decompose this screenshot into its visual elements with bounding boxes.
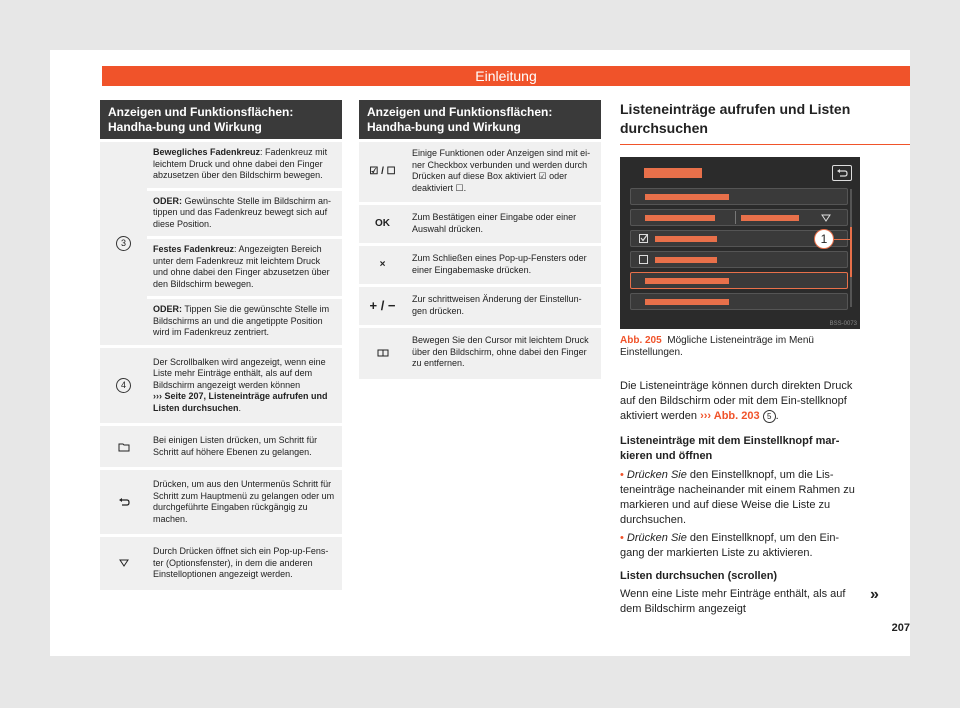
list-item-selected: [630, 272, 848, 289]
checkbox-unchecked-icon: [639, 255, 648, 264]
list-item: [630, 209, 848, 226]
table-row: [359, 243, 601, 284]
table-cell: Zum Schließen eines Pop-up-Fensters oder einer Eingabemaske drücken.: [412, 253, 587, 275]
table-1-heading: Anzeigen und Funktionsflächen: Handha-bung und Wirkung: [100, 100, 342, 139]
table-row: [100, 467, 342, 534]
list-item: [630, 188, 848, 205]
table-row: [100, 345, 342, 424]
triangle-down-icon: [119, 559, 129, 567]
table-cell: Durch Drücken öffnet sich ein Pop-up-Fens-ter (Optionsfenster), in dem die anderen Einstelloptionen angezeigt werden.: [153, 546, 329, 579]
subheading: Listeneinträge mit dem Einstellknopf mar-kieren und öffnen: [620, 435, 840, 462]
table-cell: Bei einigen Listen drücken, um Schritt für Schritt auf höhere Ebenen zu gelangen.: [153, 435, 318, 457]
table-cell: Zum Bestätigen einer Eingabe oder einer Auswahl drücken.: [412, 212, 577, 234]
table-cell: Einige Funktionen oder Anzeigen sind mit ei-ner Checkbox verbunden und werden durch Drücken auf diese Box aktiviert ☑ oder deaktiviert ☐.: [412, 148, 591, 193]
table-cell: ODER: Tippen Sie die gewünschte Stelle im Bildschirms an und die angetippte Position wird im Fadenkreuz zentriert.: [147, 296, 342, 345]
table-cell: Bewegen Sie den Cursor mit leichtem Druck über den Bildschirm, ohne dabei den Finger zu entfernen.: [412, 335, 589, 368]
table-1: [100, 100, 342, 590]
intro-paragraph: Die Listeneinträge können durch direkten Druck auf den Bildschirm oder mit dem Ein-stellknopf aktiviert werden ››› Abb. 203 5 .: [620, 380, 853, 422]
back-arrow-icon: [835, 168, 849, 178]
section-column: [620, 100, 910, 617]
table-row: [100, 139, 342, 345]
table-row: [359, 139, 601, 202]
table-cell: Zur schrittweisen Änderung der Einstellun-gen drücken.: [412, 294, 582, 316]
page-link[interactable]: ››› Seite 207, Listeneinträge aufrufen und Listen durchsuchen: [153, 391, 328, 413]
manual-page: [50, 50, 910, 656]
figure-link[interactable]: ››› Abb. 203: [700, 410, 760, 422]
figure-code: BSS-0073: [829, 321, 857, 327]
figure-caption: Abb. 205 Mögliche Listeneinträge im Menü Einstellungen.: [620, 335, 814, 358]
table-2: [359, 100, 601, 379]
table-cell: Festes Fadenkreuz: Angezeigten Bereich unter dem Fadenkreuz mit leichtem Druck und ohne dabei den Finger abzusetzen über den Bildschirm bewegen.: [147, 236, 342, 296]
table-row: [359, 284, 601, 325]
table-row: [100, 423, 342, 467]
folder-icon: [118, 442, 130, 452]
number-badge: 3: [116, 236, 131, 251]
list-item: [630, 293, 848, 310]
continue-marker: »: [870, 586, 879, 603]
paragraph: Wenn eine Liste mehr Einträge enthält, als auf dem Bildschirm angezeigt: [620, 588, 846, 615]
bullet-item: • Drücken Sie den Einstellknopf, um die Lis-teneinträge nacheinander mit einem Rahmen zu markieren und auf diese Weise die Liste zu durchsuchen.: [620, 469, 855, 526]
table-cell: Drücken, um aus den Untermenüs Schritt für Schritt zum Hauptmenü zu gelangen oder um durchgeführte Eingaben rückgängig zu machen.: [153, 479, 335, 524]
callout-badge: 1: [814, 229, 834, 249]
table-row: [359, 325, 601, 379]
table-cell: Der Scrollbalken wird angezeigt, wenn eine Liste mehr Einträge enthält, als auf dem Bildschirm angezeigt werden können ››› Seite 207, Listeneinträge aufrufen und Listen durchsuchen.: [153, 356, 328, 413]
figure-screen: [620, 157, 860, 329]
number-badge: 4: [116, 378, 131, 393]
table-row: [359, 202, 601, 243]
cursor-icon: [377, 349, 389, 357]
bullet-item: • Drücken Sie den Einstellknopf, um den Ein-gang der markierten Liste zu aktivieren.: [620, 532, 840, 559]
symbol-cell: OK: [375, 218, 390, 230]
table-row: [100, 534, 342, 590]
symbol-cell: + / −: [369, 298, 396, 314]
checkbox-checked-icon: [639, 234, 648, 243]
number-badge: 5: [763, 410, 776, 423]
symbol-cell: ☑ / ☐: [369, 166, 396, 178]
section-banner: Einleitung: [102, 66, 910, 86]
back-button: [832, 165, 852, 181]
scrollbar: [850, 189, 852, 307]
list-item: [630, 251, 848, 268]
table-2-heading: Anzeigen und Funktionsflächen: Handha-bung und Wirkung: [359, 100, 601, 139]
back-arrow-icon: [118, 497, 130, 507]
section-title: Listeneinträge aufrufen und Listen durchsuchen: [620, 100, 910, 145]
callout-line: [832, 239, 852, 240]
table-cell: ODER: Gewünschte Stelle im Bildschirm an-tippen und das Fadenkreuz bewegt sich auf diese Position.: [147, 188, 342, 237]
screen-title-bar: [644, 168, 702, 178]
table-cell: Bewegliches Fadenkreuz: Fadenkreuz mit leichtem Druck und ohne dabei den Finger abzusetzen über den Bildschirm bewegen.: [153, 147, 328, 180]
symbol-cell: ×: [379, 259, 386, 271]
triangle-down-icon: [821, 214, 831, 222]
subheading: Listen durchsuchen (scrollen): [620, 570, 778, 582]
page-number: 207: [891, 622, 910, 634]
